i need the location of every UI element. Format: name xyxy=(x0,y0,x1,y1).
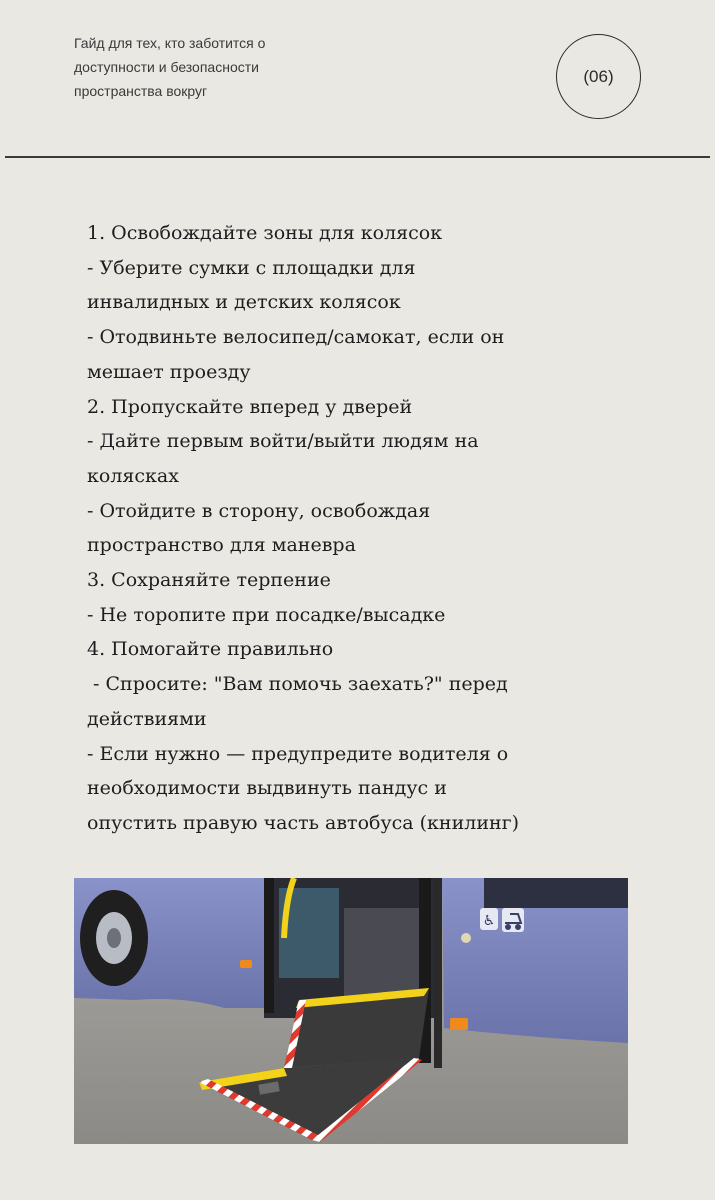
tip-line: необходимости выдвинуть пандус и xyxy=(87,777,447,800)
tip-line: пространство для маневра xyxy=(87,534,356,557)
tip-line: - Отойдите в сторону, освобождая xyxy=(87,499,431,522)
tip-line: колясках xyxy=(87,464,179,487)
guide-subtitle-line: доступности и безопасности xyxy=(74,59,259,75)
tip-line: - Отодвиньте велосипед/самокат, если он xyxy=(87,326,505,349)
guide-subtitle-line: Гайд для тех, кто заботится о xyxy=(74,35,266,51)
tip-line: - Если нужно — предупредите водителя о xyxy=(87,742,509,765)
tip-line: опустить правую часть автобуса (книлинг) xyxy=(87,811,520,834)
tip-heading: 3. Сохраняйте терпение xyxy=(87,569,331,592)
bus-ramp-photo xyxy=(74,878,628,1144)
tip-heading: 2. Пропускайте вперед у дверей xyxy=(87,395,413,418)
tip-line: - Уберите сумки с площадки для xyxy=(87,256,416,279)
tip-line: инвалидных и детских колясок xyxy=(87,291,401,314)
tip-line: действиями xyxy=(87,707,207,730)
guide-subtitle xyxy=(74,31,334,103)
svg-text:♿: ♿ xyxy=(482,913,496,929)
tip-line: мешает проезду xyxy=(87,360,251,383)
page-number-badge xyxy=(556,34,641,119)
tips-text xyxy=(87,216,647,841)
page-number: (06) xyxy=(583,66,614,86)
tip-line: - Не торопите при посадке/высадке xyxy=(87,603,446,626)
header-divider xyxy=(5,156,710,158)
tip-heading: 1. Освобождайте зоны для колясок xyxy=(87,222,443,244)
guide-subtitle-line: пространства вокруг xyxy=(74,83,208,99)
tip-line: - Дайте первым войти/выйти людям на xyxy=(87,430,479,453)
tip-line: - Спросите: "Вам помочь заехать?" перед xyxy=(87,673,508,696)
tip-heading: 4. Помогайте правильно xyxy=(87,638,334,661)
